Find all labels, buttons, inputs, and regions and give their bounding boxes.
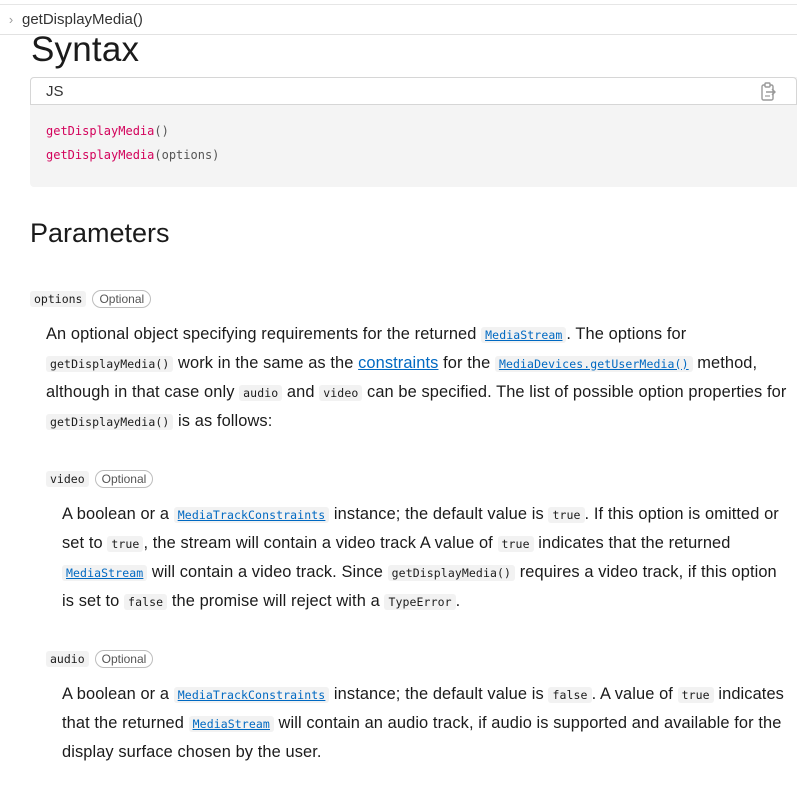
mediastream-link[interactable]: MediaStream bbox=[481, 325, 566, 343]
param-name: audio bbox=[46, 651, 89, 667]
mediatrackconstraints-link[interactable]: MediaTrackConstraints bbox=[174, 685, 330, 703]
code-block-header bbox=[30, 77, 797, 105]
parameters-heading: Parameters bbox=[30, 218, 170, 248]
constraints-link[interactable]: constraints bbox=[358, 354, 439, 372]
chevron-right-icon[interactable]: › bbox=[8, 12, 14, 27]
mediatrackconstraints-link[interactable]: MediaTrackConstraints bbox=[174, 505, 330, 523]
param-term-video bbox=[46, 470, 153, 488]
getusermedia-link[interactable]: MediaDevices.getUserMedia() bbox=[495, 354, 693, 372]
mediastream-link[interactable]: MediaStream bbox=[62, 563, 147, 581]
optional-badge: Optional bbox=[95, 650, 154, 668]
optional-badge: Optional bbox=[92, 290, 151, 308]
code-line: getDisplayMedia(options) bbox=[46, 148, 220, 162]
optional-badge: Optional bbox=[95, 470, 154, 488]
mediastream-link[interactable]: MediaStream bbox=[189, 714, 274, 732]
code-lines bbox=[30, 105, 797, 167]
code-line: getDisplayMedia() bbox=[46, 124, 169, 138]
code-block bbox=[30, 77, 797, 187]
param-term-options bbox=[30, 290, 151, 308]
syntax-heading: Syntax bbox=[31, 30, 140, 69]
param-description-audio: A boolean or a MediaTrackConstraints instance; the default value is false . A value of true indicates that the returned MediaStream will contain an audio track, if audio is supported and available for the display surface chosen by the user. bbox=[62, 685, 784, 761]
param-name: options bbox=[30, 291, 86, 307]
copy-icon[interactable] bbox=[760, 82, 778, 102]
param-description-video: A boolean or a MediaTrackConstraints instance; the default value is true . If this option is omitted or set to true , the stream will contain a video track A value of true indicates that the returned MediaStream will contain a video track. Since getDisplayMedia() requires a video track, if this option is set to false the promise will reject with a TypeError . bbox=[62, 505, 779, 610]
code-language-label: JS bbox=[46, 82, 64, 100]
param-description-options: An optional object specifying requirements for the returned MediaStream . The options for getDisplayMedia() work in the same as the constraints for the MediaDevices.getUserMedia() method, although in that case only audio and video can be specified. The list of possible option properties for getDisplayMedia() is as follows: bbox=[46, 325, 787, 430]
breadcrumb-label[interactable]: getDisplayMedia() bbox=[22, 11, 143, 28]
param-term-audio bbox=[46, 650, 153, 668]
param-name: video bbox=[46, 471, 89, 487]
